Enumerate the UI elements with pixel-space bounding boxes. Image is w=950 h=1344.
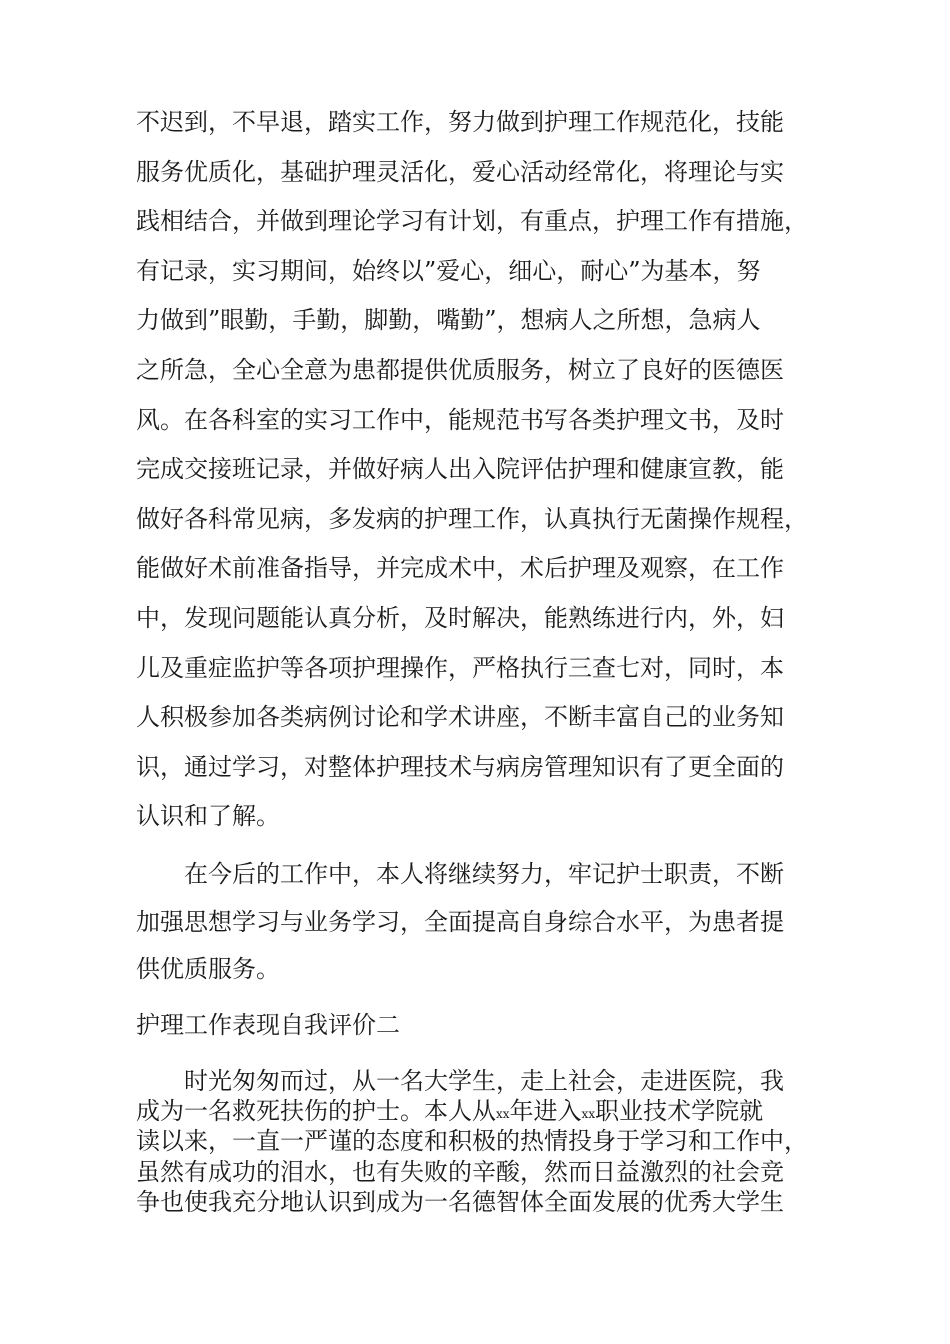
text-line: 完成交接班记录，并做好病人出入院评估护理和健康宣教，能 <box>136 455 784 484</box>
text-line: 践相结合，并做到理论学习有计划，有重点，护理工作有措施， <box>136 207 808 236</box>
text-line: 虽然有成功的泪水，也有失败的辛酸，然而日益激烈的社会竞 <box>136 1157 784 1186</box>
placeholder-xx: xx <box>496 1107 510 1122</box>
text-line: 争也使我充分地认识到成为一名德智体全面发展的优秀大学生 <box>136 1187 784 1216</box>
text-line: 儿及重症监护等各项护理操作，严格执行三查七对，同时，本 <box>136 653 784 682</box>
text-line: 认识和了解。 <box>136 802 280 831</box>
paragraph-nursing-practice <box>136 98 808 842</box>
text-line: 有记录，实习期间，始终以”爱心，细心，耐心”为基本，努 <box>136 256 761 285</box>
text-line: 中，发现问题能认真分析，及时解决，能熟练进行内，外，妇 <box>136 603 784 632</box>
text-line: 力做到”眼勤，手勤，脚勤，嘴勤”，想病人之所想，急病人 <box>136 306 761 335</box>
text-segment: 年进入 <box>509 1097 582 1126</box>
text-segment: 职业技术学院就 <box>595 1097 764 1126</box>
text-line: 读以来，一直一严谨的态度和积极的热情投身于学习和工作中， <box>136 1127 808 1156</box>
text-line: 时光匆匆而过，从一名大学生，走上社会，走进医院，我 <box>136 1067 784 1095</box>
text-line: 加强思想学习与业务学习，全面提高自身综合水平，为患者提 <box>136 907 784 936</box>
text-line: 能做好术前准备指导，并完成术中，术后护理及观察，在工作 <box>136 554 784 583</box>
text-line: 不迟到，不早退，踏实工作，努力做到护理工作规范化，技能 <box>136 108 784 136</box>
text-line: 风。在各科室的实习工作中，能规范书写各类护理文书，及时 <box>136 405 784 434</box>
paragraph-self-evaluation-two <box>136 1066 808 1217</box>
text-line: 服务优质化，基础护理灵活化，爱心活动经常化，将理论与实 <box>136 157 784 186</box>
text-line: 人积极参加各类病例讨论和学术讲座，不断丰富自己的业务知 <box>136 703 784 732</box>
text-line: 做好各科常见病，多发病的护理工作，认真执行无菌操作规程， <box>136 504 808 533</box>
text-line: 在今后的工作中，本人将继续努力，牢记护士职责，不断 <box>136 860 784 888</box>
text-line: 之所急，全心全意为患都提供优质服务，树立了良好的医德医 <box>136 355 784 384</box>
section-heading: 护理工作表现自我评价二 <box>136 1011 400 1039</box>
text-line <box>136 1096 808 1126</box>
text-line: 识，通过学习，对整体护理技术与病房管理知识有了更全面的 <box>136 752 784 781</box>
text-line: 供优质服务。 <box>136 955 280 983</box>
placeholder-xx: xx <box>581 1107 596 1122</box>
paragraph-future-work <box>136 851 784 994</box>
text-segment: 成为一名救死扶伤的护士。本人从 <box>136 1097 496 1126</box>
